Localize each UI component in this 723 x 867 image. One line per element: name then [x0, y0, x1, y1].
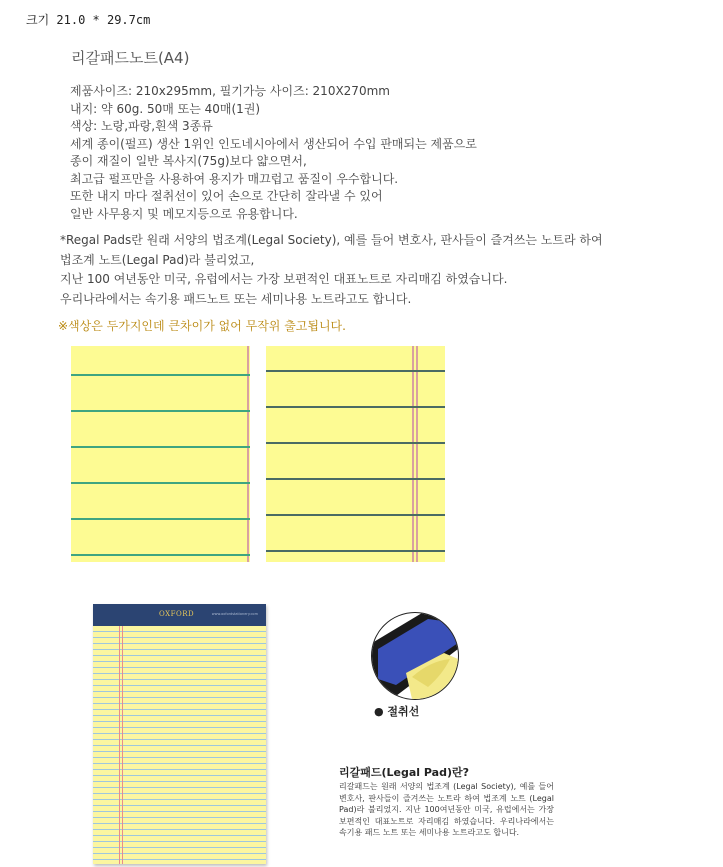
product-title: 리갈패드노트(A4) [71, 49, 190, 67]
pad-tagline: www.oxfordstationery.com [211, 612, 258, 616]
ruled-line [266, 370, 445, 372]
pad-margin-line [122, 626, 123, 864]
ruled-line [71, 482, 250, 484]
paper-sample-gray [266, 346, 445, 562]
size-label: 크기 21.0 * 29.7cm [26, 13, 151, 27]
oxford-logo: OXFORD [159, 610, 195, 618]
note-line: 지난 100 여년동안 미국, 유럽에서는 가장 보편적인 대표노트로 자리매김 하였습니다. [60, 272, 508, 286]
ruled-line [71, 446, 250, 448]
spec-line: 세계 종이(펄프) 생산 1위인 인도네시아에서 생산되어 수입 판매되는 제품으로 [70, 136, 477, 151]
spec-line: 색상: 노랑,파랑,흰색 3종류 [70, 119, 213, 133]
legal-pad-heading: 리갈패드(Legal Pad)란? [339, 766, 469, 779]
ruled-line [266, 478, 445, 480]
note-line: *Regal Pads란 원래 서양의 법조계(Legal Society), 예를 들어 변호사, 판사들이 즐겨쓰는 노트라 하여 [60, 233, 603, 247]
margin-line [416, 346, 418, 562]
margin-line [247, 346, 249, 562]
spec-list [70, 83, 477, 223]
spec-line: 종이 재질이 일반 복사지(75g)보다 얇으면서, [70, 154, 307, 168]
note-line: 우리나라에서는 속기용 패드노트 또는 세미나용 노트라고도 합니다. [60, 291, 412, 306]
ruled-line [71, 374, 250, 376]
pad-header [93, 604, 266, 626]
pad-margin-line [119, 626, 120, 864]
ruled-line [71, 554, 250, 556]
spec-line: 또한 내지 마다 절취선이 있어 손으로 간단히 잘라낼 수 있어 [70, 189, 383, 203]
ruled-line [71, 518, 250, 520]
color-warning: ※색상은 두가지인데 큰차이가 없어 무작위 출고됩니다. [58, 319, 346, 333]
spec-line: 내지: 약 60g. 50매 또는 40매(1권) [70, 101, 261, 116]
legal-pad-note [60, 231, 603, 309]
ruled-line [266, 406, 445, 408]
ruled-line [266, 514, 445, 516]
spec-line: 최고급 펄프만을 사용하여 용지가 매끄럽고 품질이 우수합니다. [70, 171, 399, 186]
margin-line [412, 346, 414, 562]
ruled-line [266, 442, 445, 444]
spec-line: 일반 사무용지 및 메모지등으로 유용합니다. [70, 206, 298, 221]
perforation-label: ● 절취선 [374, 705, 420, 718]
spec-line: 제품사이즈: 210x295mm, 필기가능 사이즈: 210X270mm [70, 84, 390, 98]
ruled-line [266, 550, 445, 552]
note-line: 법조계 노트(Legal Pad)라 불리었고, [60, 252, 255, 267]
perforation-illustration [372, 613, 458, 699]
perforation-closeup [371, 612, 459, 700]
legal-pad-description: 리갈패드는 원래 서양의 법조계 (Legal Society), 예를 들어 변호사, 판사들이 즐겨쓰는 노트라 하여 법조계 노트 (Legal Pad)라 불리었지. 지난 100여년동안 미국, 유럽에서는 가장 보편적인 대표노트로 자리매김 하였습니다. 우리나라에서는 속기용 패드 노트 또는 세미나용 노트라고도 합니다. [339, 782, 554, 837]
ruled-line [71, 410, 250, 412]
legal-pad-photo [93, 604, 266, 864]
paper-sample-green [71, 346, 250, 562]
